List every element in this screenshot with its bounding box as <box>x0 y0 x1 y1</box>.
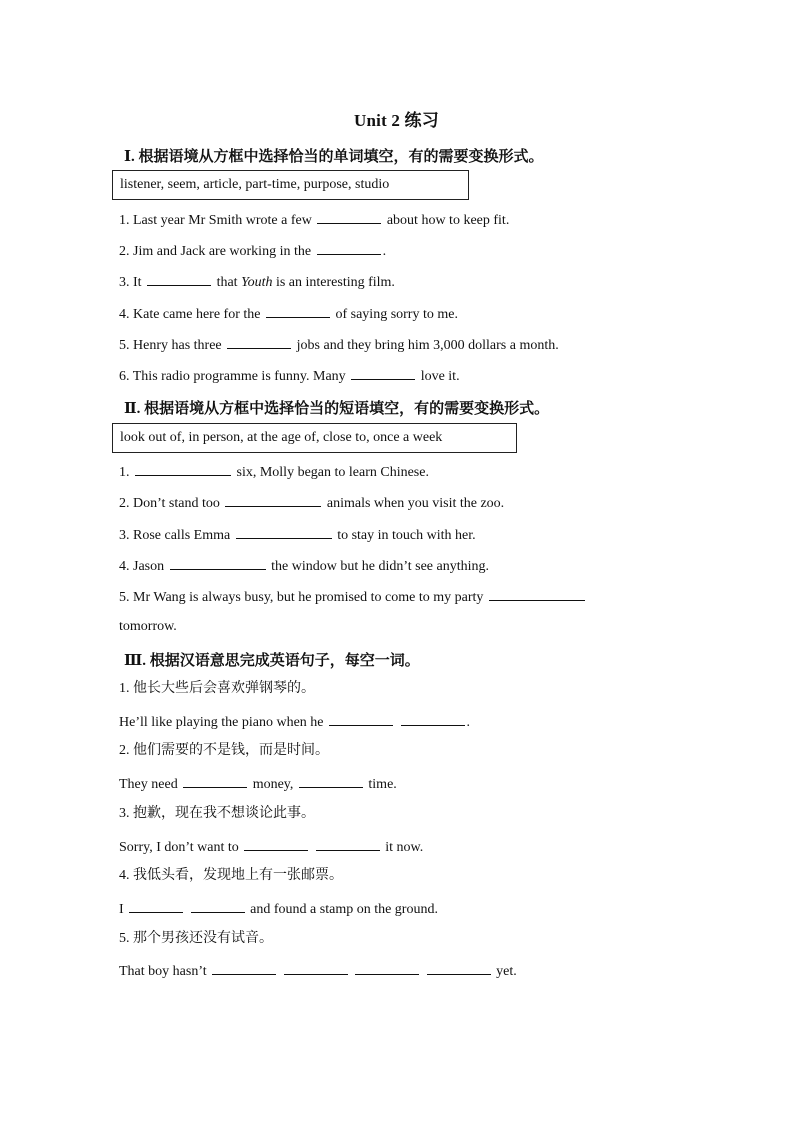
section-2-heading: Ⅱ. 根据语境从方框中选择恰当的短语填空，有的需要变换形式。 <box>124 401 550 417</box>
answer-blank[interactable] <box>225 493 321 507</box>
answer-blank[interactable] <box>329 712 393 726</box>
answer-blank[interactable] <box>355 961 419 975</box>
s3-item-4-en: I and found a stamp on the ground. <box>119 899 438 919</box>
answer-blank[interactable] <box>191 899 245 913</box>
s3-item-3-en: Sorry, I don’t want to it now. <box>119 837 423 857</box>
answer-blank[interactable] <box>316 837 380 851</box>
answer-blank[interactable] <box>351 366 415 380</box>
s2-item-5-cont: tomorrow. <box>119 619 177 634</box>
s2-item-3: 3. Rose calls Emma to stay in touch with her. <box>119 525 476 545</box>
answer-blank[interactable] <box>317 241 381 255</box>
s1-item-5: 5. Henry has three jobs and they bring him 3,000 dollars a month. <box>119 335 559 355</box>
s1-item-2: 2. Jim and Jack are working in the . <box>119 241 386 261</box>
s3-item-1-en: He’ll like playing the piano when he . <box>119 712 470 732</box>
answer-blank[interactable] <box>236 525 332 539</box>
page-title: Unit 2 练习 <box>354 111 439 130</box>
s2-item-4: 4. Jason the window but he didn’t see anything. <box>119 556 489 576</box>
section-3-heading: Ⅲ. 根据汉语意思完成英语句子，每空一词。 <box>124 653 420 669</box>
s1-item-3: 3. It that Youth is an interesting film. <box>119 272 395 292</box>
answer-blank[interactable] <box>401 712 465 726</box>
phrase-box: look out of, in person, at the age of, close to, once a week <box>112 423 517 453</box>
answer-blank[interactable] <box>317 210 381 224</box>
s3-item-2-en: They need money, time. <box>119 774 397 794</box>
answer-blank[interactable] <box>284 961 348 975</box>
s3-item-3-cn: 3. 抱歉，现在我不想谈论此事。 <box>119 806 315 821</box>
s3-item-4-cn: 4. 我低头看，发现地上有一张邮票。 <box>119 868 343 883</box>
answer-blank[interactable] <box>244 837 308 851</box>
s3-item-2-cn: 2. 他们需要的不是钱，而是时间。 <box>119 743 329 758</box>
answer-blank[interactable] <box>135 462 231 476</box>
answer-blank[interactable] <box>212 961 276 975</box>
word-box: listener, seem, article, part-time, purpose, studio <box>112 170 469 200</box>
answer-blank[interactable] <box>227 335 291 349</box>
answer-blank[interactable] <box>489 587 585 601</box>
answer-blank[interactable] <box>266 304 330 318</box>
s2-item-1: 1. six, Molly began to learn Chinese. <box>119 462 429 482</box>
s3-item-1-cn: 1. 他长大些后会喜欢弹钢琴的。 <box>119 681 315 696</box>
s1-item-4: 4. Kate came here for the of saying sorry to me. <box>119 304 458 324</box>
answer-blank[interactable] <box>170 556 266 570</box>
answer-blank[interactable] <box>427 961 491 975</box>
s3-item-5-en: That boy hasn’t yet. <box>119 961 517 981</box>
s1-item-1: 1. Last year Mr Smith wrote a few about how to keep fit. <box>119 210 509 230</box>
answer-blank[interactable] <box>129 899 183 913</box>
answer-blank[interactable] <box>183 774 247 788</box>
answer-blank[interactable] <box>147 272 211 286</box>
s2-item-5: 5. Mr Wang is always busy, but he promised to come to my party <box>119 587 587 607</box>
answer-blank[interactable] <box>299 774 363 788</box>
s3-item-5-cn: 5. 那个男孩还没有试音。 <box>119 931 273 946</box>
s1-item-6: 6. This radio programme is funny. Many love it. <box>119 366 460 386</box>
section-1-heading: Ⅰ. 根据语境从方框中选择恰当的单词填空，有的需要变换形式。 <box>124 149 544 165</box>
s2-item-2: 2. Don’t stand too animals when you visit the zoo. <box>119 493 504 513</box>
